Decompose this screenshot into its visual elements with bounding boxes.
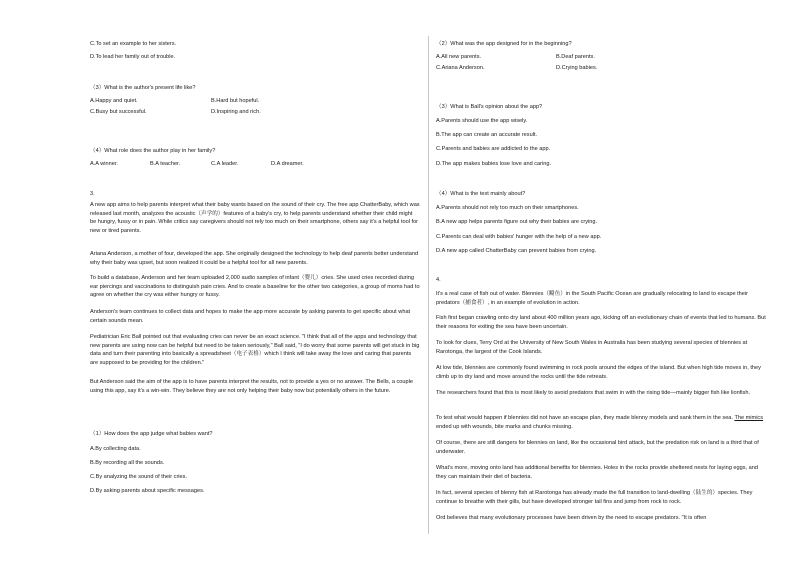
passage-3-paragraph-5: Pediatrician Eric Ball pointed out that evaluating cries can never be an exact science. "I think that all of the apps and technology that new parents are using now can be helpful but need to be taken seriously," Ball said, "I do worry that some parents will get stuck in big data and turn their parenting into basically a spreadsheet（电子表格）which I think will take away the love and caring that parents are supposed to be providing for the children." [90,334,420,366]
column-divider [428,36,429,534]
q4-option-d: D.A dreamer. [271,161,304,167]
passage-4-paragraph-8: What's more, moving onto land has additional benefits for blennies. Holes in the rocks provide sheltered nests for laying eggs, and they can maintain their diet of bacteria. [436,465,758,480]
q3r-option-b: B.The app can create an accurate result. [436,132,538,138]
passage-3-paragraph-1: A new app aims to help parents interpret what their baby wants based on the sound of their cry. The free app ChatterBaby, which was released last month, analyzes the acoustic（声学的）features of a baby's cry, to help parents understand whether their child might be hungry, fussy or in pain. While critics say caregivers should not rely too much on their smartphone, others say it's a helpful tool for new or tired parents. [90,202,420,234]
q4r-option-a: A.Parents should not rely too much on their smartphones. [436,205,579,211]
q3r-option-a: A.Parents should use the app wisely. [436,118,528,124]
prev-option-d: D.To lead her family out of trouble. [90,54,176,60]
q2-option-c: C.Ariana Anderson. [436,65,485,71]
question-3-right: （3）What is Ball's opinion about the app? [436,104,543,110]
passage-4-paragraph-6 [436,414,766,431]
q3r-option-c: C.Parents and babies are addicted to the app. [436,146,551,152]
passage-4-paragraph-5: The researchers found that this is most likely to avoid predators that swim in with the rising tide—mainly bigger fish like lionfish. [436,390,751,396]
q4-option-c: C.A leader. [211,161,239,167]
passage-4-paragraph-9: In fact, several species of blenny fish at Rarotonga has already made the full transition to land-dwelling（陆生的）species. They continue to breathe with their gills, but have developed stronger tail fins and jump from rock to rock. [436,490,753,505]
passage-4-paragraph-2: Fish first began crawling onto dry land about 400 million years ago, kicking off an evolutionary chain of events that led to humans. But their reasons for exiting the sea have been uncertain. [436,315,766,330]
section-number-4: 4. [436,277,441,283]
q2-option-b: B.Deaf parents. [556,54,595,60]
q4r-option-d: D.A new app called ChatterBaby can prevent babies from crying. [436,248,597,254]
passage-4-paragraph-4: At low tide, blennies are commonly found swimming in rock pools around the edges of the island. But when high tide moves in, they climb up to dry land and move around the rocks until the tide retreats. [436,365,761,380]
q1-option-a: A.By collecting data. [90,446,141,452]
q2-option-a: A.All new parents. [436,54,482,60]
passage-4-paragraph-1: It's a real case of fish out of water. Blennies（鳚鱼）in the South Pacific Ocean are gradually relocating to land to escape their predators（捕食者）, in an example of evolution in action. [436,291,748,306]
passage-3-paragraph-2: Ariana Anderson, a mother of four, developed the app. She originally designed the technology to help deaf parents better understand why their baby was upset, but soon realized it could be a helpful tool for all new parents. [90,251,419,266]
q4-option-b: B.A teacher. [150,161,181,167]
question-4-right: （4）What is the text mainly about? [436,191,526,197]
q1-option-b: B.By recording all the sounds. [90,460,165,466]
question-2-right: （2）What was the app designed for in the beginning? [436,41,572,47]
passage-3-paragraph-4: Anderson's team continues to collect data and hopes to make the app more accurate by asking parents to get specific about what certain sounds mean. [90,309,411,324]
p6-underlined-phrase: The mimics [734,415,764,421]
p6-text-after: ended up with wounds, bite marks and chunks missing. [436,423,573,430]
question-4-left: （4）What role does the author play in her family? [90,148,216,154]
q3-option-b: B.Hard but hopeful. [211,98,260,104]
q4r-option-c: C.Parents can deal with babies' hunger with the help of a new app. [436,234,602,240]
q3-option-a: A.Happy and quiet. [90,98,138,104]
question-1-left: （1）How does the app judge what babies want? [90,431,213,437]
q3-option-c: C.Busy but successful. [90,109,147,115]
passage-4-paragraph-3: To look for clues, Terry Ord at the University of New South Wales in Australia has been studying several species of blennies at Rarotonga, the largest of the Cook Islands. [436,340,748,355]
passage-3-paragraph-6: But Anderson said the aim of the app is to have parents interpret the results, not to provide a yes or no answer. The Bells, a couple using this app, say it's a win-win. They believe they are not only helping their baby now but potentially others in the future. [90,379,413,394]
q3r-option-d: D.The app makes babies lose love and caring. [436,161,552,167]
p6-text-before: To test what would happen if blennies did not have an escape plan, they made blenny models and sank them in the sea. [436,415,735,421]
q2-option-d: D.Crying babies. [556,65,598,71]
q1-option-c: C.By analyzing the sound of their cries. [90,474,188,480]
q4-option-a: A.A winner. [90,161,118,167]
passage-4-paragraph-10: Ord believes that many evolutionary processes have been driven by the need to escape predators. "It is often [436,515,707,521]
q1-option-d: D.By asking parents about specific messages. [90,488,205,494]
passage-3-paragraph-3: To build a database, Anderson and her team uploaded 2,000 audio samples of infant（婴儿）cries. She used cries recorded during ear piercings and vaccinations to distinguish pain cries. And to create a baseline for the other two categories, a group of moms had to agree on whether the cry was either hungry or fussy. [90,275,420,299]
q3-option-d: D.Inspiring and rich. [211,109,261,115]
section-number-3: 3. [90,191,95,197]
question-3-left: （3）What is the author's present life like? [90,85,196,91]
q4r-option-b: B.A new app helps parents figure out why their babies are crying. [436,219,598,225]
prev-option-c: C.To set an example to her sisters. [90,41,177,47]
passage-4-paragraph-7: Of course, there are still dangers for blennies on land, like the occasional bird attack, but the predation risk on land is a third that of underwater. [436,440,759,455]
